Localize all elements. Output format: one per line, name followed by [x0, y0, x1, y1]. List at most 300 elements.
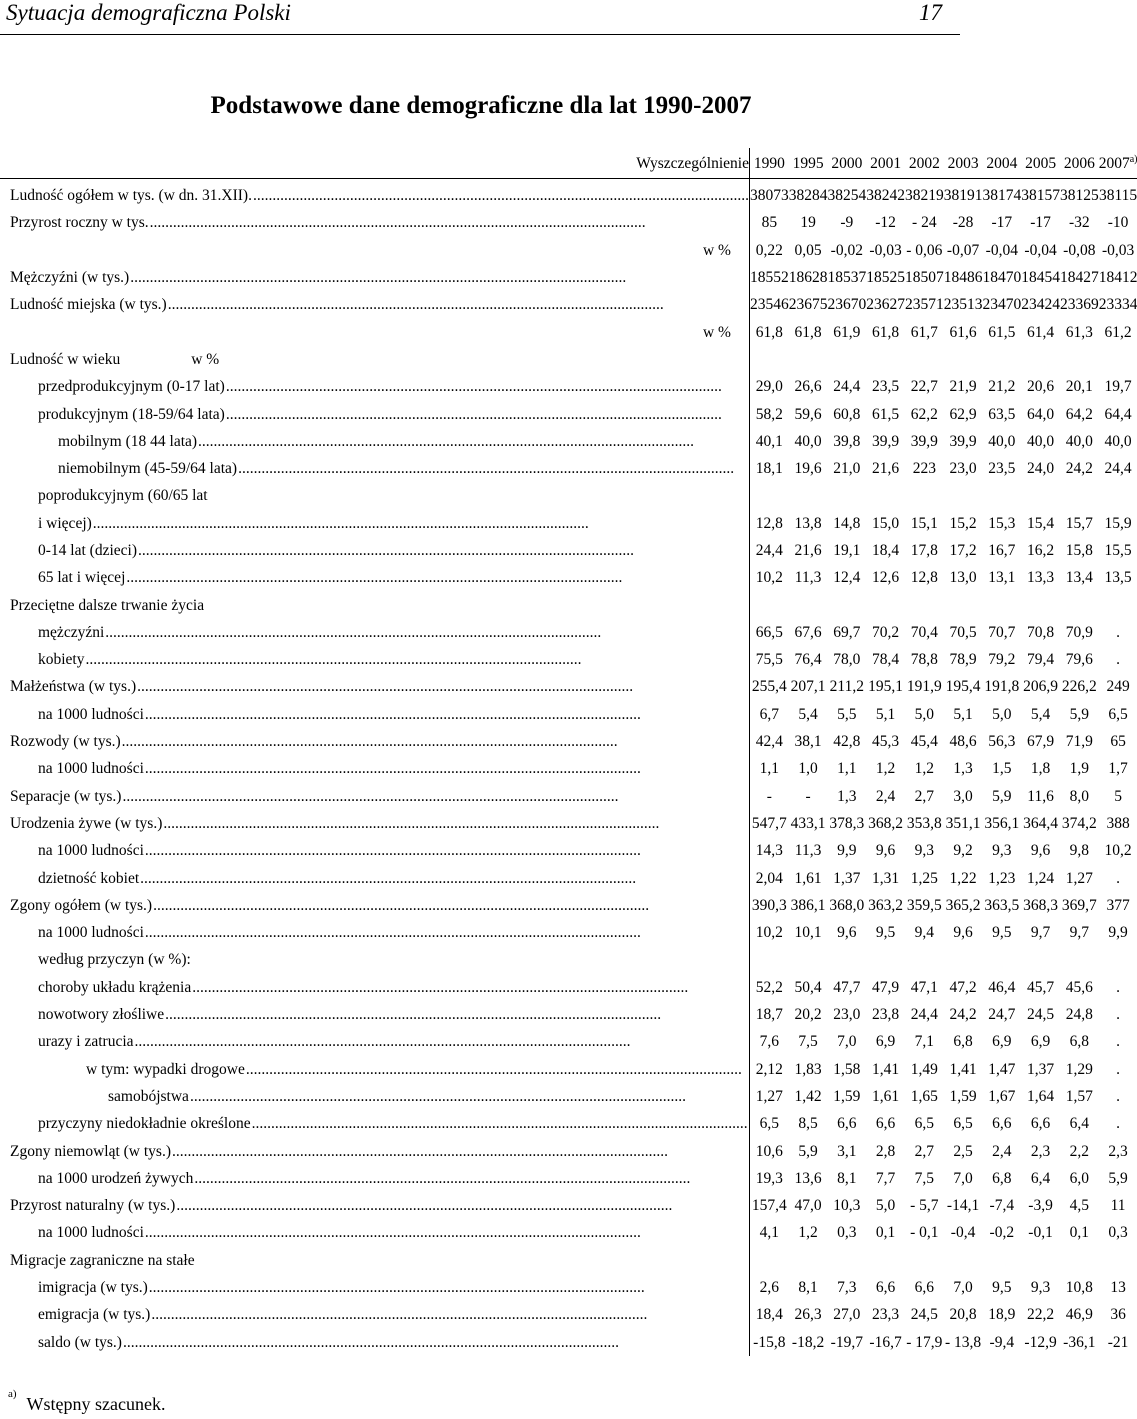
table-cell: 363,2 [868, 896, 904, 914]
table-cell: 20,6 [1027, 378, 1055, 396]
table-cell: 13,6 [794, 1169, 822, 1187]
table-cell: 19,6 [794, 460, 822, 478]
table-cell: 2,7 [914, 1142, 935, 1160]
table-cell: 78,8 [910, 651, 938, 669]
table-cell: 18,9 [988, 1306, 1016, 1324]
table-cell: 38157 [1021, 187, 1060, 205]
table-cell: 64,2 [1065, 405, 1093, 423]
table-cell: - 0,06 [906, 241, 943, 259]
table-cell: 9,9 [1108, 924, 1128, 942]
table-cell: 65 [1110, 733, 1126, 751]
row-label: mobilnym (18 44 lata) ..... [0, 428, 749, 455]
table-cell [789, 591, 828, 618]
running-title: Sytuacja demograficzna Polski [6, 0, 291, 25]
table-body [0, 148, 1137, 1356]
table-cell [1021, 346, 1060, 373]
table-cell: -0,08 [1063, 241, 1096, 259]
table-cell: 78,4 [872, 651, 900, 669]
table-cell: 9,5 [875, 924, 896, 942]
table-cell: 7,0 [837, 1033, 857, 1051]
table-cell: 39,9 [872, 432, 900, 450]
table-cell: 15,9 [1104, 514, 1132, 532]
footnote-text: Wstępny szacunek. [26, 1394, 166, 1414]
table-cell: 6,8 [992, 1169, 1012, 1187]
table-cell: . [1116, 1006, 1121, 1024]
table-cell: 58,2 [755, 405, 783, 423]
table-cell: 21,2 [988, 378, 1016, 396]
table-cell: 23369 [1059, 296, 1099, 314]
table-cell: 0,1 [875, 1224, 896, 1242]
table-cell: 5,5 [837, 705, 857, 723]
table-cell: -17 [991, 214, 1013, 232]
table-cell: -7,4 [989, 1197, 1015, 1215]
table-cell: 9,6 [837, 924, 857, 942]
table-cell: 19,3 [755, 1169, 783, 1187]
table-cell: 3,0 [953, 787, 973, 805]
table-cell: 76,4 [794, 651, 822, 669]
table-title: Podstawowe dane demograficzne dla lat 1990-2007 [210, 92, 752, 119]
table-cell: 23546 [749, 296, 789, 314]
table-cell: . [1116, 651, 1121, 669]
table-cell: 8,5 [798, 1115, 818, 1133]
table-cell: 24,2 [1065, 460, 1093, 478]
table-cell: 38073 [749, 187, 789, 205]
table-cell [749, 1247, 788, 1274]
table-cell [982, 482, 1021, 509]
table-cell: 1,61 [872, 1087, 900, 1105]
table-cell: 24,5 [910, 1306, 938, 1324]
table-cell: 1,29 [1065, 1060, 1093, 1078]
table-cell: 13 [1110, 1279, 1126, 1297]
row-label: nowotwory złośliwe ..... [0, 1001, 749, 1028]
table-cell: 5,9 [1108, 1169, 1128, 1187]
row-label: na 1000 urodzeń żywych ..... [0, 1165, 749, 1192]
row-label: Przyrost roczny w tys. ..... [0, 209, 749, 236]
table-cell: 22,2 [1027, 1306, 1055, 1324]
table-cell: 40,0 [794, 432, 822, 450]
table-cell: 17,8 [910, 542, 938, 559]
row-label: na 1000 ludności ..... [0, 837, 749, 864]
table-row [0, 646, 1137, 673]
table-cell: 61,4 [1027, 323, 1055, 341]
table-cell: 4,1 [759, 1224, 780, 1242]
table-cell: 195,4 [945, 678, 981, 696]
table-cell [1060, 591, 1099, 618]
table-cell: 9,9 [837, 842, 857, 860]
table-cell: 206,9 [1023, 678, 1059, 696]
table-row [0, 673, 1137, 700]
table-cell: 6,5 [953, 1115, 973, 1133]
row-label: urazy i zatrucia ..... [0, 1028, 749, 1055]
table-cell: 18,4 [755, 1306, 783, 1324]
table-cell: 14,8 [833, 514, 861, 532]
table-cell: 369,7 [1061, 896, 1097, 914]
table-cell: 78,0 [833, 651, 861, 669]
table-cell: 1,41 [949, 1060, 977, 1078]
table-row [0, 455, 1137, 482]
table-cell: 191,8 [984, 678, 1020, 696]
table-row [0, 974, 1137, 1001]
table-cell [905, 946, 944, 973]
table-cell [905, 591, 944, 618]
table-cell: 13,1 [988, 569, 1016, 587]
row-label: Ludność ogółem w tys. (w dn. 31.XII). ..... [0, 179, 749, 210]
row-label: w tym: wypadki drogowe ..... [0, 1056, 749, 1083]
table-cell: 6,6 [914, 1279, 935, 1297]
table-cell: 191,9 [906, 678, 942, 696]
table-cell [944, 1247, 983, 1274]
table-cell: 14,3 [755, 842, 783, 860]
table-cell: -0,04 [1024, 241, 1057, 259]
table-row [0, 1001, 1137, 1028]
table-cell: 9,2 [953, 842, 973, 860]
table-cell: 13,4 [1065, 569, 1093, 587]
table-cell: 157,4 [751, 1197, 787, 1215]
row-label: według przyczyn (w %): [0, 946, 749, 973]
table-cell: 1,58 [833, 1060, 861, 1078]
table-cell: 62,2 [910, 405, 938, 423]
table-cell: 40,0 [988, 432, 1016, 450]
table-row [0, 1137, 1137, 1164]
table-cell: 18,1 [755, 460, 783, 478]
row-label: Mężczyźni (w tys.) ..... [0, 264, 749, 291]
table-cell [789, 482, 828, 509]
table-cell: 10,3 [833, 1197, 861, 1215]
table-cell: . [1116, 1060, 1121, 1078]
table-cell: 18552 [749, 269, 789, 287]
table-cell: 223 [912, 460, 936, 478]
column-header-year: 2006 [1060, 148, 1099, 179]
table-cell: -9 [840, 214, 854, 232]
table-cell: 1,37 [1027, 1060, 1055, 1078]
table-cell: 7,0 [953, 1279, 973, 1297]
table-cell: 0,05 [794, 241, 822, 259]
table-cell: 64,4 [1104, 405, 1132, 423]
table-cell: 19 [800, 214, 816, 232]
table-cell [749, 346, 788, 373]
table-cell: 60,8 [833, 405, 861, 423]
table-cell: . [1116, 1033, 1121, 1051]
table-cell: -0,04 [985, 241, 1018, 259]
table-cell: - 17,9 [906, 1333, 943, 1351]
table-cell: -12 [875, 214, 896, 232]
table-cell: 70,9 [1065, 623, 1093, 641]
table-cell: 1,1 [837, 760, 857, 778]
table-cell: 23571 [904, 296, 944, 314]
table-cell: 7,5 [914, 1169, 935, 1187]
table-cell [827, 946, 866, 973]
table-cell: -10 [1107, 214, 1129, 232]
table-cell: 38254 [827, 187, 867, 205]
table-row [0, 1328, 1137, 1355]
table-cell: 5 [1114, 787, 1122, 805]
table-cell: 2,5 [953, 1142, 973, 1160]
table-cell: 15,4 [1027, 514, 1055, 532]
table-cell [1021, 591, 1060, 618]
row-label: w % [0, 318, 749, 345]
row-label: Małżeństwa (w tys.) ..... [0, 673, 749, 700]
table-cell: -0,4 [950, 1224, 976, 1242]
column-header-year: 2007$^{a)}$ [1099, 148, 1137, 179]
table-cell: 1,42 [794, 1087, 822, 1105]
table-cell: 9,8 [1069, 842, 1090, 860]
row-label: przyczyny niedokładnie określone ..... [0, 1110, 749, 1137]
table-cell: -12,9 [1024, 1333, 1057, 1351]
table-cell: - 5,7 [910, 1197, 939, 1215]
table-cell: 78,9 [949, 651, 977, 669]
table-cell: - 0,1 [910, 1224, 939, 1242]
table-cell: 23334 [1098, 296, 1137, 314]
table-cell: 1,2 [914, 760, 935, 778]
row-label: na 1000 ludności ..... [0, 919, 749, 946]
table-cell: 50,4 [794, 978, 822, 996]
table-cell [1060, 346, 1099, 373]
table-cell: -0,2 [989, 1224, 1015, 1242]
table-cell: 45,4 [910, 733, 938, 751]
table-cell [1099, 946, 1137, 973]
table-row [0, 373, 1137, 400]
table-cell: 9,3 [1030, 1279, 1051, 1297]
table-row [0, 728, 1137, 755]
table-cell [982, 946, 1021, 973]
table-cell: 79,2 [988, 651, 1016, 669]
table-cell: 6,6 [1030, 1115, 1051, 1133]
table-cell: 38191 [943, 187, 983, 205]
table-cell: 79,4 [1027, 651, 1055, 669]
table-cell: 23,0 [833, 1006, 861, 1024]
table-cell: 249 [1106, 678, 1130, 696]
table-cell: 9,4 [914, 924, 935, 942]
row-label: emigracja (w tys.) ..... [0, 1301, 749, 1328]
table-cell: 21,6 [872, 460, 900, 478]
table-cell: 5,1 [953, 705, 973, 723]
table-cell: 67,9 [1027, 733, 1055, 751]
table-cell: 18507 [904, 269, 944, 287]
table-cell: 46,4 [988, 978, 1016, 996]
row-label: Zgony ogółem (w tys.) ..... [0, 892, 749, 919]
row-label: samobójstwa ..... [0, 1083, 749, 1110]
table-cell: 1,57 [1065, 1087, 1093, 1105]
table-cell: 6,6 [837, 1115, 857, 1133]
table-cell: 18628 [788, 269, 828, 287]
table-cell: 70,7 [988, 623, 1016, 641]
table-cell: 61,9 [833, 323, 861, 341]
table-row [0, 1219, 1137, 1246]
table-cell: . [1116, 869, 1121, 887]
column-header-year: 1990 [749, 148, 788, 179]
table-cell: 226,2 [1061, 678, 1097, 696]
table-cell: 24,5 [1027, 1006, 1055, 1024]
table-cell: 70,2 [872, 623, 900, 641]
row-label: Ludność w wieku w % [0, 346, 749, 373]
table-cell: 18427 [1059, 269, 1099, 287]
table-cell: 6,8 [1069, 1033, 1090, 1051]
table-cell: 386,1 [790, 896, 826, 914]
row-label: produkcyjnym (18-59/64 lata) ..... [0, 400, 749, 427]
table-cell: 195,1 [868, 678, 904, 696]
table-cell [866, 482, 905, 509]
table-cell [749, 946, 788, 973]
table-cell: -0,1 [1028, 1224, 1053, 1242]
table-cell: 11,3 [794, 842, 822, 860]
table-row [0, 1165, 1137, 1192]
table-cell: 9,5 [992, 924, 1012, 942]
table-cell: 22,7 [910, 378, 938, 396]
table-cell: 6,9 [1030, 1033, 1051, 1051]
table-cell: 15,3 [988, 514, 1016, 532]
table-cell: 47,7 [833, 978, 861, 996]
table-cell: 2,6 [759, 1279, 780, 1297]
table-row [0, 1247, 1137, 1274]
table-cell: 40,0 [1027, 432, 1055, 450]
table-cell: 47,2 [949, 978, 977, 996]
table-cell: 52,2 [755, 978, 783, 996]
table-cell: 1,2 [798, 1224, 818, 1242]
table-cell: 368,2 [868, 814, 904, 832]
table-cell: 18454 [1021, 269, 1060, 287]
table-row [0, 1301, 1137, 1328]
table-cell: 24,2 [949, 1006, 977, 1024]
table-cell: 1,3 [837, 787, 857, 805]
row-label: saldo (w tys.) ..... [0, 1328, 749, 1355]
table-cell [789, 1247, 828, 1274]
table-cell: 7,6 [759, 1033, 780, 1051]
table-cell: 8,1 [837, 1169, 857, 1187]
table-cell: 2,7 [914, 787, 935, 805]
table-cell [827, 346, 866, 373]
table-cell: 5,1 [875, 705, 896, 723]
column-header-year: 2003 [944, 148, 983, 179]
table-cell: 24,4 [833, 378, 861, 396]
column-header-year: 2005 [1021, 148, 1060, 179]
column-header-year: 2002 [905, 148, 944, 179]
table-cell: 23513 [943, 296, 983, 314]
table-row [0, 837, 1137, 864]
table-cell: 13,8 [794, 514, 822, 532]
table-cell: 0,22 [755, 241, 783, 259]
table-row [0, 1110, 1137, 1137]
table-cell: 24,4 [1104, 460, 1132, 478]
table-cell: 365,2 [945, 896, 981, 914]
table-cell: 23,5 [872, 378, 900, 396]
table-cell: . [1116, 1115, 1121, 1133]
table-header-row [0, 148, 1137, 179]
table-cell: 2,3 [1108, 1142, 1128, 1160]
table-cell: 1,59 [949, 1087, 977, 1105]
footnote [8, 1388, 166, 1415]
row-label: Przeciętne dalsze trwanie życia [0, 591, 749, 618]
table-cell: 1,9 [1069, 760, 1090, 778]
table-cell: 10,8 [1065, 1279, 1093, 1297]
table-row [0, 810, 1137, 837]
table-cell: 21,6 [794, 542, 822, 559]
table-cell: 10,2 [1104, 842, 1132, 860]
table-cell: . [1116, 623, 1121, 641]
table-cell: 18,7 [755, 1006, 783, 1024]
table-cell: -14,1 [946, 1197, 980, 1215]
table-cell: 47,1 [910, 978, 938, 996]
table-cell [749, 482, 788, 509]
column-header-year: 2004 [982, 148, 1021, 179]
table-cell: 39,8 [833, 432, 861, 450]
table-cell: 10,2 [755, 569, 783, 587]
table-cell: 24,4 [910, 1006, 938, 1024]
table-row [0, 264, 1137, 291]
row-label: na 1000 ludności ..... [0, 755, 749, 782]
table-cell [1021, 482, 1060, 509]
table-cell: 363,5 [984, 896, 1020, 914]
table-cell: 1,8 [1030, 760, 1051, 778]
table-cell: 23470 [982, 296, 1022, 314]
table-cell: 23670 [827, 296, 867, 314]
table-row [0, 537, 1137, 564]
table-cell: 9,7 [1069, 924, 1090, 942]
row-label: na 1000 ludności ..... [0, 1219, 749, 1246]
table-cell: 1,27 [755, 1087, 783, 1105]
row-label: i więcej) ..... [0, 510, 749, 537]
row-label: na 1000 ludności ..... [0, 701, 749, 728]
table-cell: 15,0 [872, 514, 900, 532]
table-cell: 66,5 [755, 623, 783, 641]
table-cell: 39,9 [910, 432, 938, 450]
table-cell: 255,4 [751, 678, 787, 696]
table-row [0, 755, 1137, 782]
table-cell: 13,5 [1104, 569, 1132, 587]
table-row [0, 1056, 1137, 1083]
table-cell: 42,8 [833, 733, 861, 751]
table-cell: -18,2 [791, 1333, 825, 1351]
table-cell: 6,4 [1030, 1169, 1051, 1187]
row-label: przedprodukcyjnym (0-17 lat) ..... [0, 373, 749, 400]
table-row [0, 1083, 1137, 1110]
table-cell: 2,12 [755, 1060, 783, 1078]
table-cell: 1,67 [988, 1087, 1016, 1105]
table-cell: 38219 [904, 187, 944, 205]
table-cell: 351,1 [945, 814, 981, 832]
table-cell: 1,23 [988, 869, 1016, 887]
table-cell: 353,8 [906, 814, 942, 832]
table-cell: 6,5 [759, 1115, 780, 1133]
table-cell: 15,5 [1104, 542, 1132, 559]
table-cell [1060, 946, 1099, 973]
table-cell [1021, 946, 1060, 973]
table-row [0, 591, 1137, 618]
row-label: dzietność kobiet ..... [0, 864, 749, 891]
table-cell: 18486 [943, 269, 983, 287]
table-cell: 70,5 [949, 623, 977, 641]
page-number: 17 [919, 0, 942, 25]
table-row [0, 209, 1137, 236]
table-cell: 7,1 [914, 1033, 935, 1051]
table-cell: 1,41 [872, 1060, 900, 1078]
table-cell: 1,31 [872, 869, 900, 887]
table-cell: 79,6 [1065, 651, 1093, 669]
table-cell: 374,2 [1061, 814, 1097, 832]
table-cell: 6,5 [914, 1115, 935, 1133]
table-cell: 18537 [827, 269, 867, 287]
table-cell: -15,8 [753, 1333, 786, 1351]
row-label: choroby układu krążenia ..... [0, 974, 749, 1001]
table-cell: 6,6 [992, 1115, 1012, 1133]
table-cell: 6,7 [759, 705, 780, 723]
table-row [0, 946, 1137, 973]
table-cell: 12,4 [833, 569, 861, 587]
table-cell [1099, 591, 1137, 618]
table-cell: 61,3 [1065, 323, 1093, 341]
table-row [0, 1192, 1137, 1219]
table-cell [866, 1247, 905, 1274]
table-cell [944, 346, 983, 373]
